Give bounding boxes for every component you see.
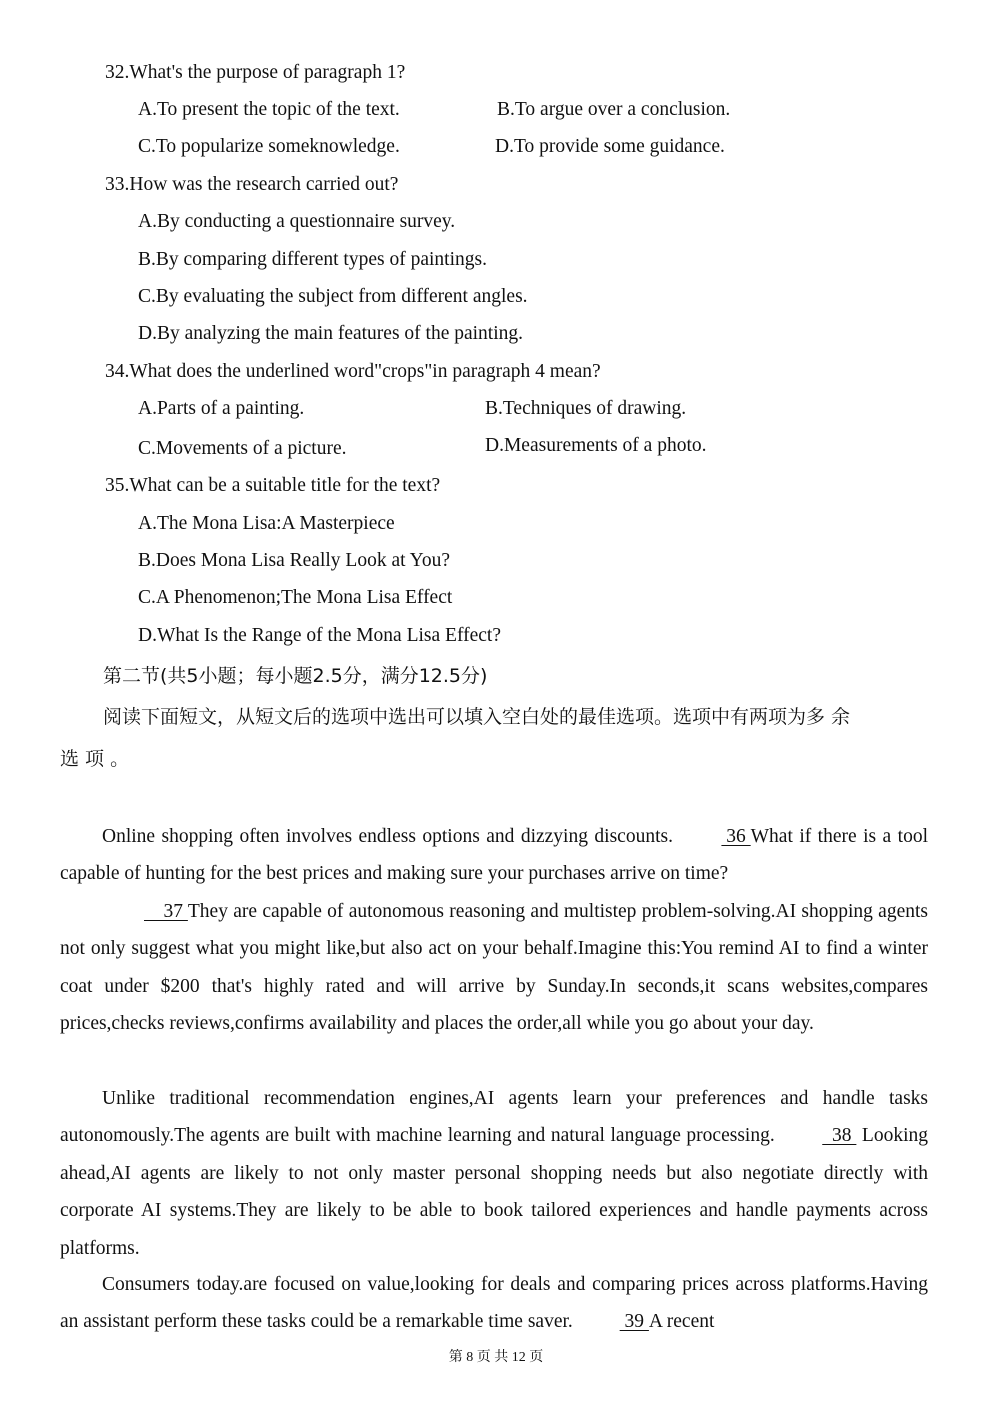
question-34-option-d: D.Measurements of a photo.: [485, 435, 707, 456]
question-32-option-c: C.To popularize someknowledge.: [138, 136, 400, 157]
passage-p2-text: They are capable of autonomous reasoning and multistep problem-solving.AI shopping agents not only suggest what you might like,but also act on your behalf.Imagine this:You remind AI to find a winter coat under $200 that's highly rated and will arrive by Sunday.In seconds,it scans websites,compares prices,checks reviews,confirms availability and places the order,all while you go about your day.: [60, 901, 928, 1035]
passage-p4-text-a: Consumers today.are focused on value,looking for deals and comparing prices across platforms.Having an assistant perform these tasks could be a remarkable time saver.: [60, 1274, 928, 1333]
blank-39: 39: [619, 1311, 649, 1333]
question-35-stem: 35.What can be a suitable title for the text?: [105, 475, 441, 496]
blank-38: 38: [822, 1125, 857, 1147]
passage-p3-text-a: Unlike traditional recommendation engines,AI agents learn your preferences and handle tasks autonomously.The agents are built with machine learning and natural language processing.: [60, 1088, 928, 1147]
question-32-stem: 32.What's the purpose of paragraph 1?: [105, 62, 406, 83]
question-34-stem: 34.What does the underlined word"crops"in paragraph 4 mean?: [105, 361, 601, 382]
question-35-option-d: D.What Is the Range of the Mona Lisa Effect?: [138, 625, 501, 646]
section-title: 第二节(共5小题；每小题2.5分，满分12.5分): [103, 665, 488, 687]
passage-paragraph-1: [60, 818, 928, 893]
question-33-option-d: D.By analyzing the main features of the painting.: [138, 323, 524, 344]
question-33-option-c: C.By evaluating the subject from different angles.: [138, 286, 528, 307]
blank-37: 37: [144, 901, 188, 922]
passage-p4-text-b: A recent: [648, 1311, 715, 1333]
question-35-option-a: A.The Mona Lisa:A Masterpiece: [138, 513, 395, 534]
question-34-option-b: B.Techniques of drawing.: [485, 398, 687, 419]
question-32-option-a: A.To present the topic of the text.: [138, 99, 400, 120]
question-32-option-d: D.To provide some guidance.: [495, 136, 725, 157]
question-33-option-b: B.By comparing different types of paintings.: [138, 249, 487, 270]
passage-p1-text-b: What if there is a tool capable of hunting for the best prices and making sure your purchases arrive on time?: [60, 826, 928, 885]
passage-paragraph-4: [60, 1266, 928, 1341]
section-instruction-line-1: 阅读下面短文，从短文后的选项中选出可以填入空白处的最佳选项。选项中有两项为多 余: [103, 706, 851, 728]
question-35-option-c: C.A Phenomenon;The Mona Lisa Effect: [138, 587, 453, 608]
question-34-option-c: C.Movements of a picture.: [138, 438, 347, 459]
passage-p1-text-a: Online shopping often involves endless options and dizzying discounts.: [102, 826, 680, 847]
question-35-option-b: B.Does Mona Lisa Really Look at You?: [138, 550, 450, 571]
question-33-stem: 33.How was the research carried out?: [105, 174, 399, 195]
page-number-footer: 第 8 页 共 12 页: [448, 1350, 544, 1365]
question-34-option-a: A.Parts of a painting.: [138, 398, 305, 419]
section-instruction-line-2: 选 项 。: [60, 748, 130, 770]
blank-36: 36: [721, 826, 751, 847]
question-32-option-b: B.To argue over a conclusion.: [497, 99, 731, 120]
question-33-option-a: A.By conducting a questionnaire survey.: [138, 211, 456, 232]
passage-p3-text-b: Looking ahead,AI agents are likely to not only master personal shopping needs but also negotiate directly with corporate AI systems.They are likely to be able to book tailored experiences and handle payments across platforms.: [60, 1125, 928, 1259]
passage-paragraph-3: [60, 1080, 928, 1267]
passage-paragraph-2: [60, 893, 928, 1043]
